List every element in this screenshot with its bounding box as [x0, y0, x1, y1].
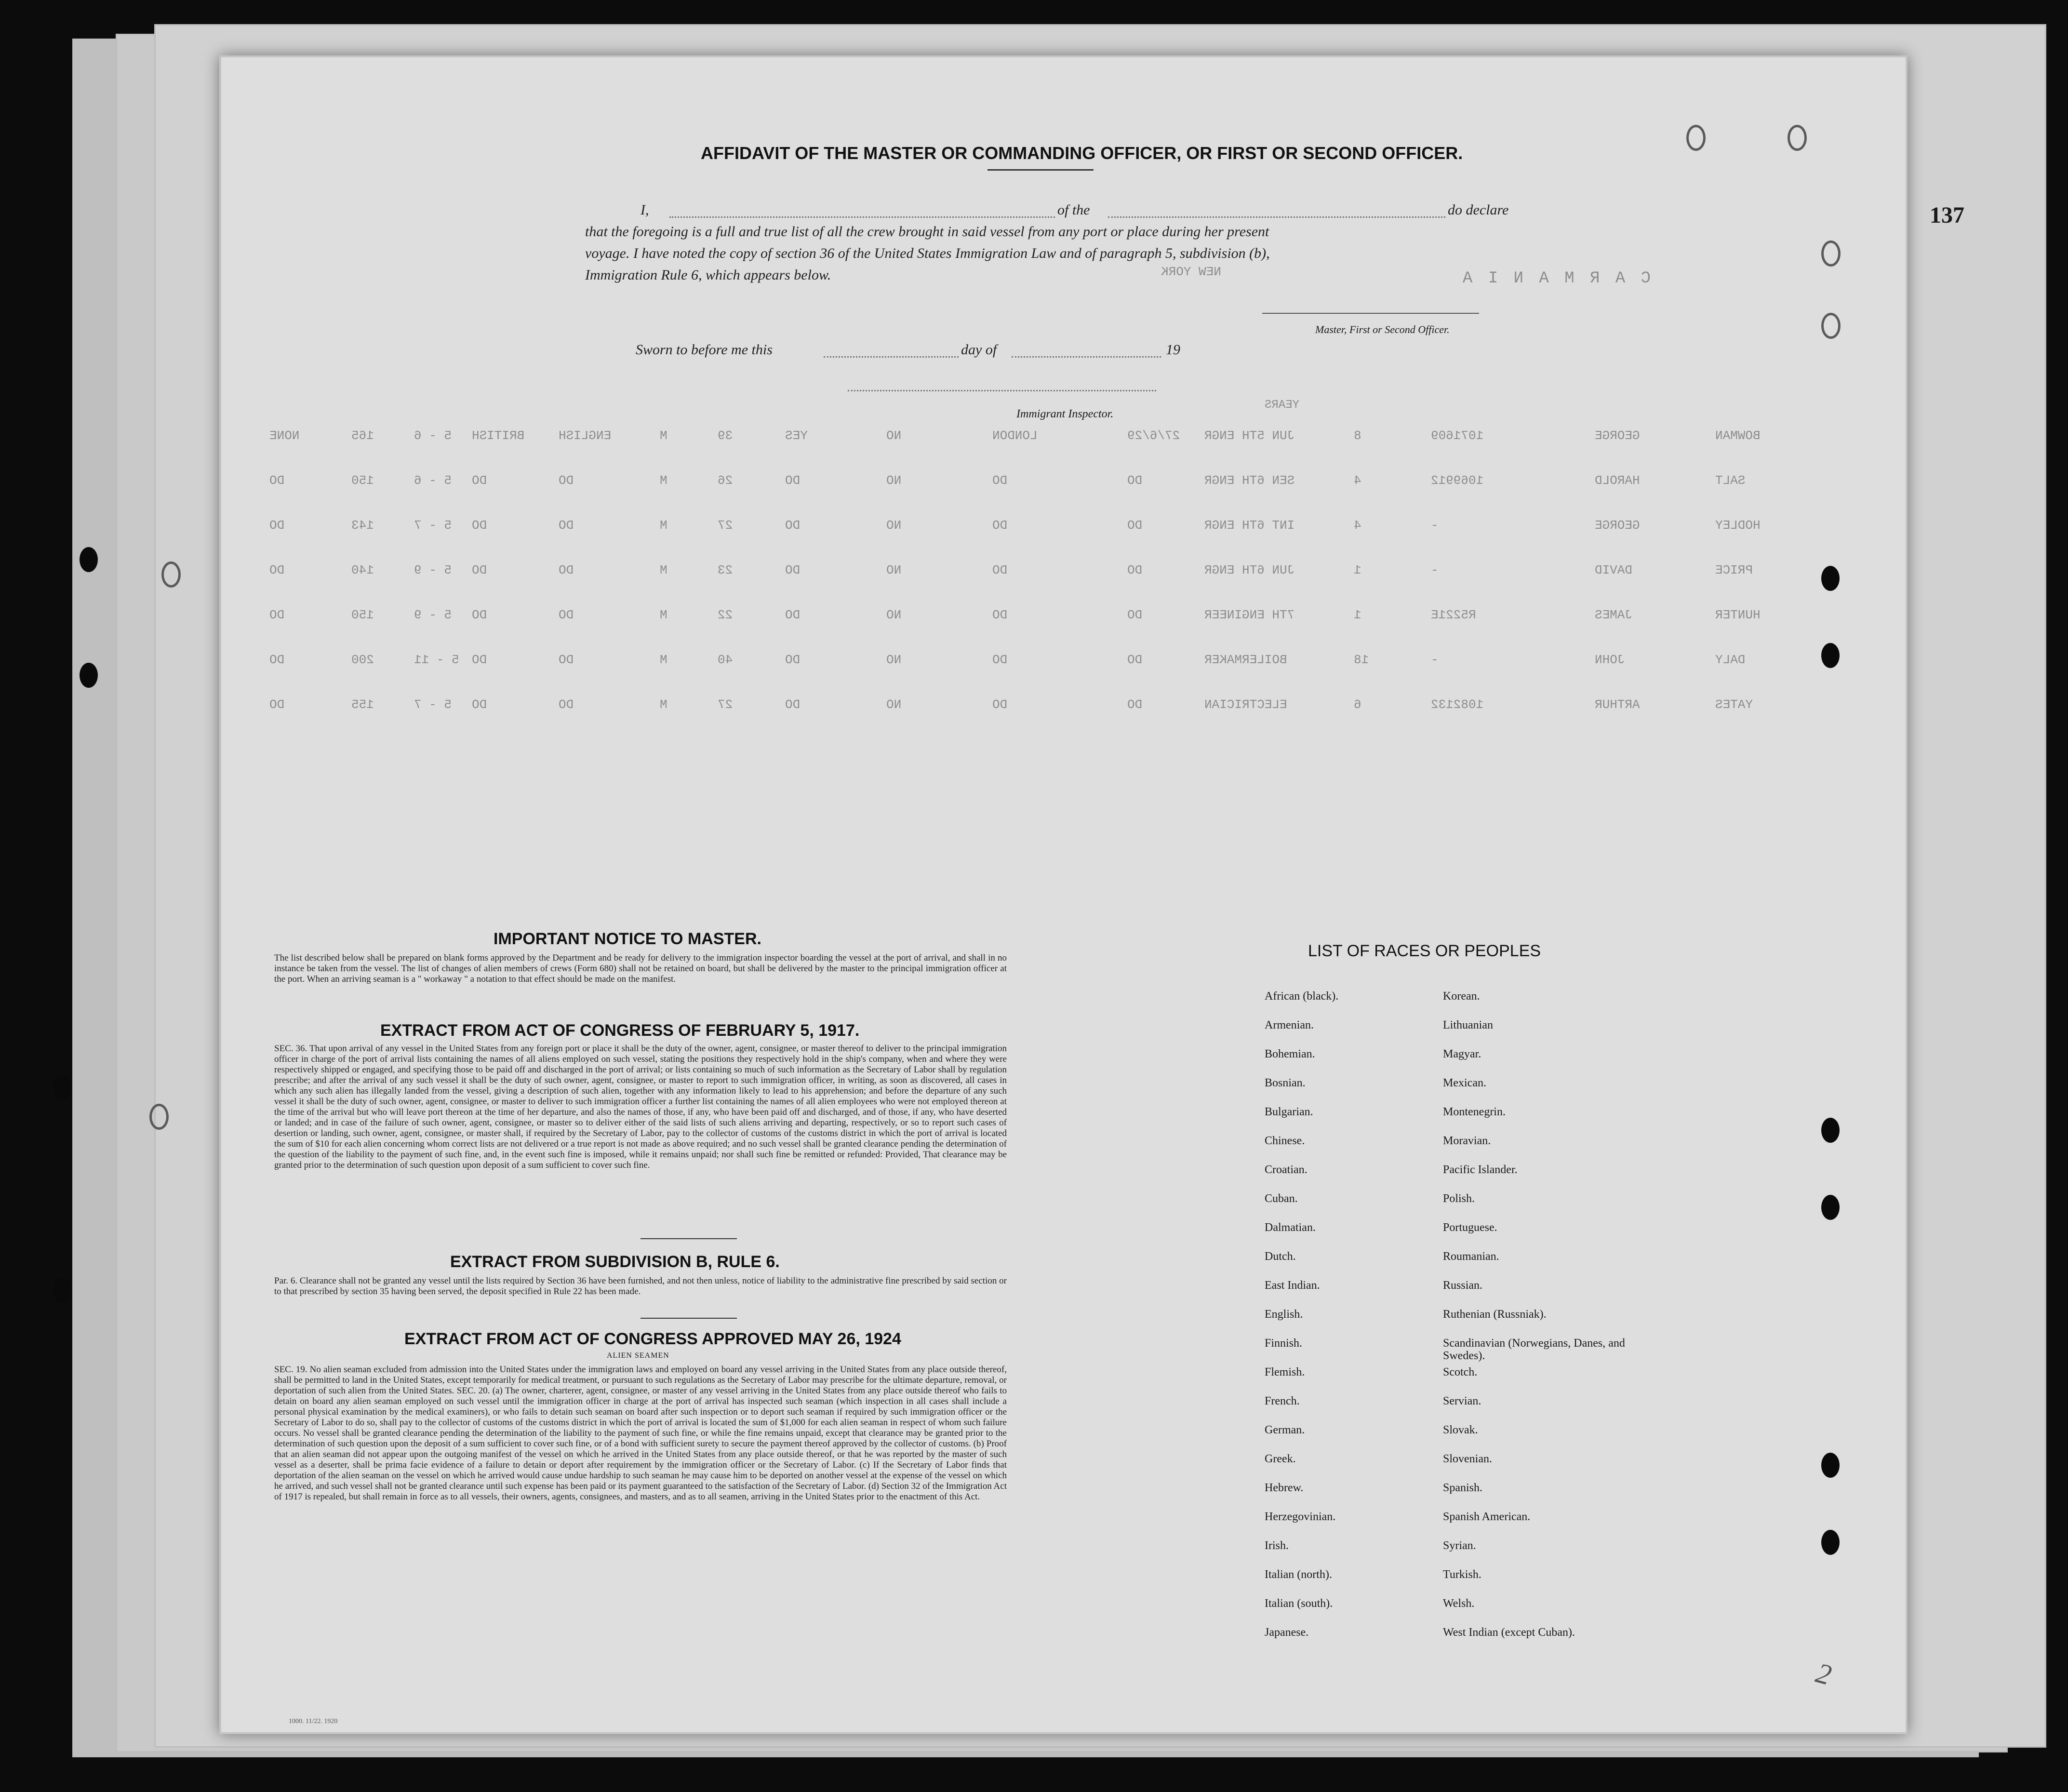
bleed-cell: 1: [1354, 563, 1361, 577]
bleed-cell: M: [660, 653, 667, 667]
bleed-cell: GEORGE: [1595, 518, 1640, 533]
bleed-cell: NO: [886, 428, 902, 443]
notice-text: The list described below shall be prepared on blank forms approved by the Department and be ready for delivery to the immigration inspector boarding the vessel at the port of arrival, and shall in no instance be taken from the vessel. The list of changes of alien members of crews (Form 680) shall not be retained on board, but shall be delivered by the master to the principal immigration officer at the port. When an arriving seaman is a " workaway " a notation to that effect should be made on the manifest.: [274, 953, 1007, 984]
race-item: Irish.: [1265, 1539, 1289, 1552]
bleed-cell: 5 - 7: [414, 697, 452, 712]
bleed-cell: DAVID: [1595, 563, 1633, 577]
race-item: Chinese.: [1265, 1135, 1305, 1147]
affidavit-i: I,: [640, 202, 649, 218]
bleed-cell: -: [1431, 518, 1439, 533]
race-item: Turkish.: [1443, 1568, 1481, 1581]
bleed-cell: 143: [351, 518, 374, 533]
race-item: Italian (north).: [1265, 1568, 1332, 1581]
master-label: Master, First or Second Officer.: [1315, 323, 1450, 335]
bleed-cell: M: [660, 697, 667, 712]
bleed-cell: DO: [992, 563, 1008, 577]
race-item: Polish.: [1443, 1192, 1475, 1205]
bleed-cell: JOHN: [1595, 653, 1625, 667]
bleed-cell: HAROLD: [1595, 473, 1640, 488]
race-item: Mexican.: [1443, 1077, 1486, 1089]
bleed-cell: YES: [785, 428, 808, 443]
bleed-cell: DO: [472, 518, 487, 533]
bleed-cell: ENGLISH: [559, 428, 612, 443]
race-item: Servian.: [1443, 1395, 1481, 1407]
bleed-cell: DO: [1127, 653, 1143, 667]
bleed-cell: DO: [559, 473, 574, 488]
bleed-cell: PRICE: [1715, 563, 1753, 577]
bleed-cell: DO: [269, 697, 285, 712]
bleed-cell: BOWMAN: [1715, 428, 1761, 443]
bleed-cell: NO: [886, 608, 902, 622]
bleed-cell: DALY: [1715, 653, 1746, 667]
bleed-cell: JAMES: [1595, 608, 1633, 622]
bleed-cell: 1069912: [1431, 473, 1484, 488]
master-signature-line: [1262, 313, 1479, 314]
bleed-cell: DO: [559, 697, 574, 712]
bleed-cell: INT 6TH ENGR: [1204, 518, 1295, 533]
bleed-cell: YATES: [1715, 697, 1753, 712]
bleed-cell: NO: [886, 563, 902, 577]
footer-code: 1000. 11/22. 1920: [289, 1718, 338, 1725]
race-item: Welsh.: [1443, 1597, 1475, 1610]
bleed-cell: 5 - 9: [414, 608, 452, 622]
bleed-cell: BRITISH: [472, 428, 525, 443]
race-item: Flemish.: [1265, 1366, 1305, 1378]
bleed-cell: 40: [718, 653, 733, 667]
bleed-cell: 6: [1354, 697, 1361, 712]
race-item: East Indian.: [1265, 1279, 1320, 1292]
bleed-cell: 18: [1354, 653, 1369, 667]
bleed-cell: 23: [718, 563, 733, 577]
bleed-cell: M: [660, 608, 667, 622]
race-item: Portuguese.: [1443, 1221, 1497, 1234]
section-rule: [640, 1238, 737, 1239]
binder-hole: [1788, 125, 1807, 151]
race-item: German.: [1265, 1424, 1305, 1436]
bleed-cell: JUN 5TH ENGR: [1204, 428, 1295, 443]
notice-title: IMPORTANT NOTICE TO MASTER.: [494, 930, 761, 948]
bleed-cell: 4: [1354, 473, 1361, 488]
bleed-cell: DO: [269, 473, 285, 488]
bleed-cell: 5 - 7: [414, 518, 452, 533]
binder-hole: [1821, 241, 1841, 267]
bleed-cell: DO: [559, 653, 574, 667]
year-prefix: 19: [1166, 342, 1180, 358]
race-item: Russian.: [1443, 1279, 1483, 1292]
extract-1917-title: EXTRACT FROM ACT OF CONGRESS OF FEBRUARY 5, 1917.: [380, 1021, 860, 1040]
manifest-page: [219, 55, 1964, 1734]
bleed-cell: DO: [472, 697, 487, 712]
bleed-cell: DO: [472, 473, 487, 488]
race-item: Japanese.: [1265, 1626, 1309, 1639]
bleed-cell: NO: [886, 473, 902, 488]
bleed-cell: DO: [559, 563, 574, 577]
race-item: Spanish American.: [1443, 1511, 1531, 1523]
bleed-cell: 5 - 6: [414, 428, 452, 443]
race-item: African (black).: [1265, 990, 1339, 1003]
binder-hole: [1686, 125, 1706, 151]
bleed-cell: 1: [1354, 608, 1361, 622]
vessel-blank: [1108, 216, 1445, 218]
bleed-cell: DO: [992, 697, 1008, 712]
race-item: Moravian.: [1443, 1135, 1491, 1147]
bleed-cell: DO: [785, 653, 801, 667]
bleed-cell: R5221E: [1431, 608, 1476, 622]
race-item: French.: [1265, 1395, 1300, 1407]
bleed-cell: 1071609: [1431, 428, 1484, 443]
affidavit-declare: do declare: [1448, 202, 1509, 218]
races-title: LIST OF RACES OR PEOPLES: [1308, 942, 1541, 960]
race-item: Italian (south).: [1265, 1597, 1333, 1610]
bleed-cell: 22: [718, 608, 733, 622]
day-blank: [824, 356, 959, 358]
bleed-cell: 140: [351, 563, 374, 577]
bleed-port: NEW YORK: [1161, 265, 1221, 279]
bleed-cell: M: [660, 428, 667, 443]
bleed-cell: 39: [718, 428, 733, 443]
binder-hole: [161, 562, 181, 588]
race-item: Cuban.: [1265, 1192, 1298, 1205]
affidavit-title: AFFIDAVIT OF THE MASTER OR COMMANDING OFFICER, OR FIRST OR SECOND OFFICER.: [701, 143, 1463, 163]
binder-hole: [1821, 1118, 1840, 1143]
race-item: Ruthenian (Russniak).: [1443, 1308, 1547, 1321]
title-rule: [987, 169, 1094, 171]
race-item: Lithuanian: [1443, 1019, 1493, 1031]
bleed-cell: ELECTRICIAN: [1204, 697, 1287, 712]
race-item: Bohemian.: [1265, 1048, 1315, 1060]
bleed-cell: NO: [886, 653, 902, 667]
bleed-cell: 155: [351, 697, 374, 712]
race-item: Scandinavian (Norwegians, Danes, and Swedes).: [1443, 1337, 1625, 1362]
extract-1924-text: SEC. 19. No alien seaman excluded from admission into the United States under the immigration laws and employed on board any vessel arriving in the United States from any place outside thereof, shall be permitted to land in the United States, except temporarily for medical treatment, or pursuant to such regulations as the Secretary of Labor may prescribe for the ultimate departure, removal, or deportation of such alien from the United States. SEC. 20. (a) The owner, charterer, agent, consignee, or master of any vessel arriving in the United States from any place outside thereof who fails to detain on board any alien seaman employed on such vessel until the immigration officer in charge at the port of arrival has inspected such seaman (which inspection in all cases shall include a personal physical examination by the medical examiners), or who fails to detain such seaman on board after such inspection or to deport such seaman if required by such immigration officer or the Secretary of Labor to do so, shall pay to the collector of customs of the customs district in which the port of arrival is located the sum of $1,000 for each alien seaman in respect of whom such failure occurs. No vessel shall be granted clearance pending the determination of the liability to the payment of such fine, or while the fine remains unpaid, except that clearance may be granted prior to the determination of such question upon the deposit of a sum sufficient to cover such fine, or of a bond with sufficient surety to secure the payment thereof approved by the collector of customs. (b) Proof that an alien seaman did not appear upon the outgoing manifest of the vessel on which he arrived in the United States from any place outside thereof, or that he was reported by the master of such vessel as a deserter, shall be prima facie evidence of a failure to detain or deport after requirement by the immigration officer or the Secretary of Labor. (c) If the Secretary of Labor finds that deportation of the alien seaman on the vessel on which he arrived would cause undue hardship to such seaman he may cause him to be deported on another vessel at the expense of the vessel on which he arrived, and such vessel shall not be granted clearance until such expense has been paid or its payment guaranteed to the satisfaction of the Secretary of Labor. (d) Section 32 of the Immigration Act of 1917 is repealed, but shall remain in force as to all vessels, their owners, agents, consignees, and masters, and as to all seamen, arriving in the United States prior to the enactment of this Act.: [274, 1364, 1007, 1502]
bleed-cell: 5 - 6: [414, 473, 452, 488]
race-item: Montenegrin.: [1443, 1106, 1506, 1118]
bleed-cell: GEORGE: [1595, 428, 1640, 443]
bleed-cell: HODLEY: [1715, 518, 1761, 533]
inspector-signature-line: [848, 390, 1156, 391]
race-item: Scotch.: [1443, 1366, 1478, 1378]
bleed-cell: DO: [559, 608, 574, 622]
extract-1917-text: SEC. 36. That upon arrival of any vessel in the United States from any foreign port or place it shall be the duty of the owner, agent, consignee, or master thereof to deliver to the principal immigration officer in charge of the port of arrival lists containing the names of all aliens employed on such vessel, stating the positions they respectively hold in the ship's company, when and where they were respectively shipped or engaged, and specifying those to be paid off and discharged in the port of arrival; or lists containing so much of such information as the Secretary of Labor shall by regulation prescribe; and after the arrival of any such vessel it shall be the duty of such owner, agent, consignee, or master to report to such immigration officer, in writing, as soon as discovered, all cases in which any such alien has illegally landed from the vessel, giving a description of such alien, together with any information likely to lead to his apprehension; and before the departure of any such vessel it shall be the duty of such owner, agent, consignee, or master to deliver to such immigration officer a further list containing the names of all alien employees who were not employed thereon at the time of the arrival but who will leave port thereon at the time of her departure, and also the names of those, if any, who have been paid off and discharged, and of those, if any, who have deserted or landed; and in case of the failure of such owner, agent, consignee, or master so to deliver either of the said lists of such aliens arriving and departing, respectively, or so to report such cases of desertion or landing, such owner, agent, consignee, or master shall, if required by the Secretary of Labor, pay to the collector of customs of the customs district in which the port of arrival is located the sum of $10 for each alien concerning whom correct lists are not delivered or a true report is not made as above required; and no such vessel shall be granted clearance pending the determination of the question of the liability to the payment of such fine, and, in the event such fine is imposed, while it remains unpaid; nor shall such fine be remitted or refunded: Provided, That clearance may be granted prior to the determination of such question upon deposit of a sum sufficient to cover such fine.: [274, 1043, 1007, 1170]
bleed-cell: DO: [1127, 563, 1143, 577]
bleed-cell: DO: [269, 653, 285, 667]
race-item: Herzegovinian.: [1265, 1511, 1336, 1523]
race-item: West Indian (except Cuban).: [1443, 1626, 1575, 1639]
race-item: Korean.: [1443, 990, 1480, 1003]
bleed-cell: DO: [269, 518, 285, 533]
bleed-cell: DO: [992, 473, 1008, 488]
race-item: Hebrew.: [1265, 1482, 1304, 1494]
race-item: Dutch.: [1265, 1250, 1296, 1263]
race-item: Slovenian.: [1443, 1453, 1492, 1465]
bleed-cell: DO: [785, 697, 801, 712]
bleed-cell: DO: [1127, 697, 1143, 712]
race-item: Finnish.: [1265, 1337, 1303, 1350]
race-item: Magyar.: [1443, 1048, 1481, 1060]
binder-hole: [1821, 313, 1841, 339]
bleed-cell: DO: [472, 653, 487, 667]
bleed-cell: 4: [1354, 518, 1361, 533]
bleed-cell: NO: [886, 518, 902, 533]
affidavit-line-2: that the foregoing is a full and true list of all the crew brought in said vessel from any port or place during her present: [585, 224, 1269, 240]
bleed-cell: 150: [351, 608, 374, 622]
bleed-cell: DO: [1127, 473, 1143, 488]
binder-hole: [1821, 643, 1840, 668]
binder-hole: [149, 1104, 169, 1130]
bleed-cell: M: [660, 563, 667, 577]
bleed-cell: 7TH ENGINEER: [1204, 608, 1295, 622]
race-item: Armenian.: [1265, 1019, 1314, 1031]
bleed-cell: 26: [718, 473, 733, 488]
bleed-cell: HUNTER: [1715, 608, 1761, 622]
bleed-cell: JUN 6TH ENGR: [1204, 563, 1295, 577]
race-item: Pacific Islander.: [1443, 1163, 1518, 1176]
race-item: Croatian.: [1265, 1163, 1308, 1176]
bleed-cell: DO: [992, 518, 1008, 533]
bleed-cell: DO: [559, 518, 574, 533]
bleed-cell: SEN 6TH ENGR: [1204, 473, 1295, 488]
bleed-cell: DO: [785, 608, 801, 622]
bleed-cell: ARTHUR: [1595, 697, 1640, 712]
subdivision-b-text: Par. 6. Clearance shall not be granted any vessel until the lists required by Section 36 have been furnished, and not then unless, notice of liability to the administrative fine prescribed by said section or to that prescribed by section 35 having been served, the deposit specified in Rule 22 has been made.: [274, 1276, 1007, 1297]
binder-hole: [1821, 1453, 1840, 1478]
bleed-cell: M: [660, 473, 667, 488]
bleed-cell: 5 - 11: [414, 653, 459, 667]
race-item: Syrian.: [1443, 1539, 1476, 1552]
race-item: Greek.: [1265, 1453, 1296, 1465]
race-item: Roumanian.: [1443, 1250, 1499, 1263]
bleed-cell: M: [660, 518, 667, 533]
bleed-cell: DO: [269, 563, 285, 577]
race-item: Spanish.: [1443, 1482, 1483, 1494]
bleed-cell: 27/6/29: [1127, 428, 1180, 443]
bleed-cell: DO: [1127, 608, 1143, 622]
race-item: Bulgarian.: [1265, 1106, 1313, 1118]
affidavit-line-4: Immigration Rule 6, which appears below.: [585, 267, 831, 283]
day-of: day of: [961, 342, 997, 358]
bleed-cell: LONDON: [992, 428, 1038, 443]
race-item: Bosnian.: [1265, 1077, 1306, 1089]
bleed-cell: DO: [992, 653, 1008, 667]
name-blank: [669, 216, 1055, 218]
bleed-cell: DO: [785, 563, 801, 577]
bleed-cell: 1082132: [1431, 697, 1484, 712]
bleed-cell: DO: [269, 608, 285, 622]
binder-hole: [53, 1277, 71, 1302]
bleed-ship-name: C A R M A N I A: [1460, 269, 1651, 288]
page-number: 137: [1930, 202, 1964, 228]
extract-1924-title: EXTRACT FROM ACT OF CONGRESS APPROVED MAY 26, 1924: [404, 1330, 901, 1348]
bleed-cell: DO: [472, 608, 487, 622]
bleed-cell: 165: [351, 428, 374, 443]
bleed-cell: DO: [785, 473, 801, 488]
inspector-label: Immigrant Inspector.: [1016, 408, 1114, 420]
binder-hole: [1821, 566, 1840, 591]
binder-hole: [1821, 1530, 1840, 1555]
race-item: Slovak.: [1443, 1424, 1478, 1436]
corner-mark: 2: [1813, 1657, 1835, 1691]
binder-hole: [53, 1075, 71, 1100]
bleed-cell: -: [1431, 563, 1439, 577]
bleed-cell: NO: [886, 697, 902, 712]
race-item: English.: [1265, 1308, 1303, 1321]
binder-hole: [80, 663, 98, 688]
bleed-cell: 8: [1354, 428, 1361, 443]
bleed-cell: 27: [718, 697, 733, 712]
bleed-cell: SALT: [1715, 473, 1746, 488]
bleed-cell: -: [1431, 653, 1439, 667]
section-rule: [640, 1318, 737, 1319]
bleed-cell: 150: [351, 473, 374, 488]
bleed-cell: NONE: [269, 428, 300, 443]
bleed-cell: 5 - 9: [414, 563, 452, 577]
race-item: Dalmatian.: [1265, 1221, 1316, 1234]
month-blank: [1012, 356, 1161, 358]
extract-1924-subtitle: ALIEN SEAMEN: [607, 1351, 669, 1360]
bleed-cell: BOILERMAKER: [1204, 653, 1287, 667]
binder-hole: [1821, 1195, 1840, 1220]
affidavit-of-the: of the: [1057, 202, 1090, 218]
bleed-cell: DO: [785, 518, 801, 533]
binder-hole: [80, 547, 98, 572]
bleed-cell: 27: [718, 518, 733, 533]
subdivision-b-title: EXTRACT FROM SUBDIVISION B, RULE 6.: [450, 1253, 780, 1271]
bleed-cell: DO: [1127, 518, 1143, 533]
bleed-years-header: YEARS: [1265, 399, 1300, 412]
affidavit-line-3: voyage. I have noted the copy of section 36 of the United States Immigration Law and of paragraph 5, subdivision (b),: [585, 245, 1270, 261]
sworn-text: Sworn to before me this: [636, 342, 773, 358]
bleed-cell: DO: [992, 608, 1008, 622]
bleed-cell: DO: [472, 563, 487, 577]
bleed-cell: 200: [351, 653, 374, 667]
